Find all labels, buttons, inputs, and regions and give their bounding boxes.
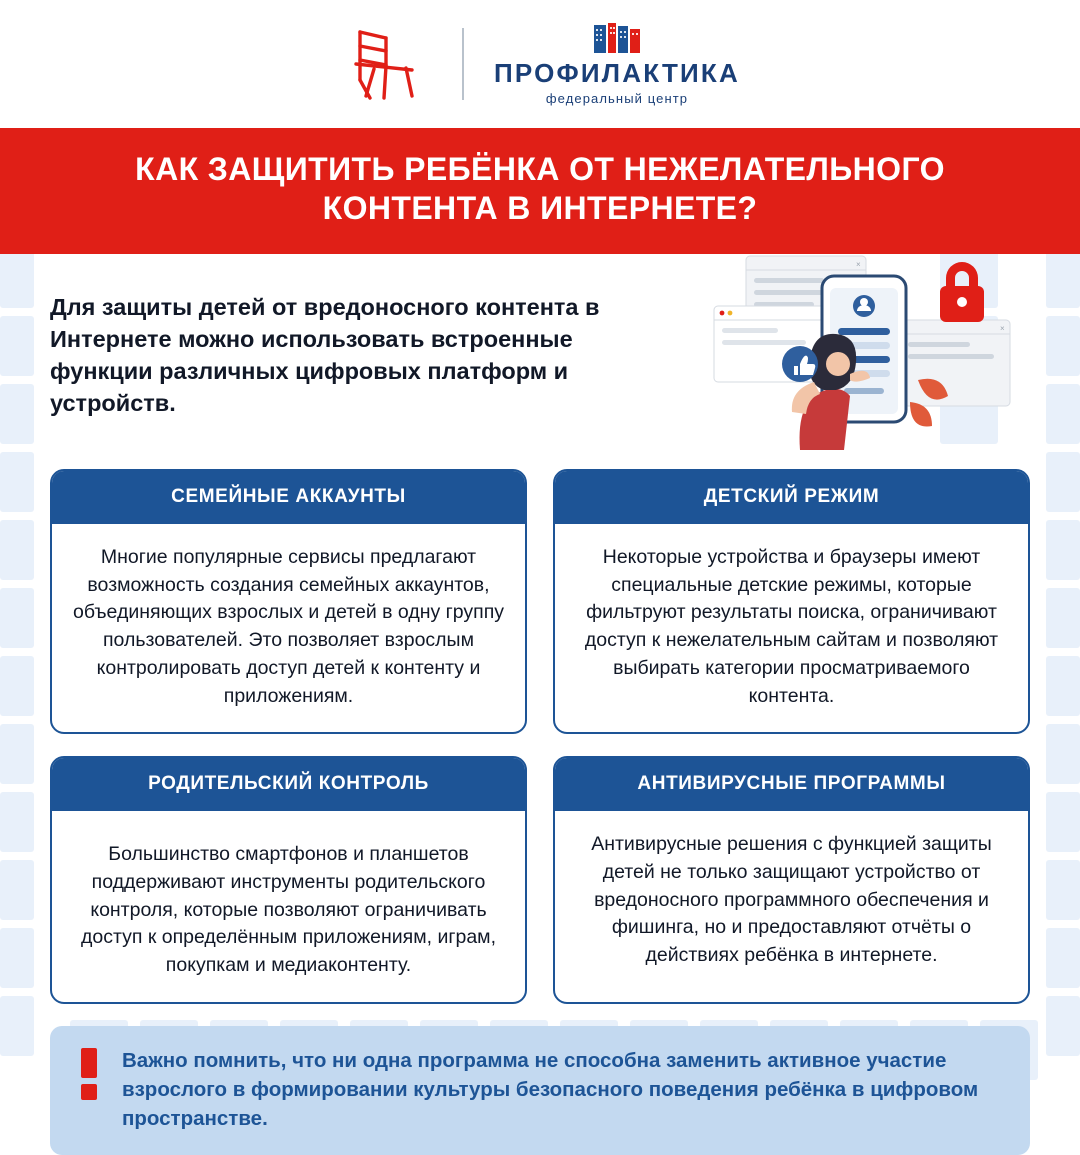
title-band	[0, 128, 1080, 254]
card-antivirus	[553, 756, 1030, 1003]
card-parental-control	[50, 756, 527, 1003]
building-grid-icon	[594, 23, 640, 53]
card-body: Антивирусные решения с функцией защиты детей не только защищают устройство от вредоносного программного обеспечения и фишинга, но и предоставляют отчёты о действиях ребёнка в интернете.	[591, 833, 992, 966]
brand-tagline: федеральный центр	[545, 90, 689, 106]
intro-row	[50, 260, 1030, 465]
brand-lockup	[494, 23, 740, 106]
note-text: Важно помнить, что ни одна программа не способна заменить активное участие взрослого в формировании культуры безопасного поведения ребёнка в цифровом пространстве.	[122, 1048, 979, 1130]
brand-name: ПРОФИЛАКТИКА	[494, 57, 740, 88]
card-kids-mode	[553, 469, 1030, 734]
person-smartphone-lock-illustration	[704, 254, 1034, 454]
exclamation-mark-icon	[76, 1046, 102, 1100]
logo-divider	[462, 28, 464, 100]
card-title: ДЕТСКИЙ РЕЖИМ	[555, 471, 1028, 524]
card-title: РОДИТЕЛЬСКИЙ КОНТРОЛЬ	[52, 758, 525, 811]
svg-text:×: ×	[1000, 324, 1005, 334]
card-title: СЕМЕЙНЫЕ АККАУНТЫ	[52, 471, 525, 524]
card-title: АНТИВИРУСНЫЕ ПРОГРАММЫ	[555, 758, 1028, 811]
main-content	[0, 254, 1080, 1155]
card-body: Большинство смартфонов и планшетов поддерживают инструменты родительского контроля, которые позволяют ограничивать доступ к определённым приложениям, играм, покупкам и медиаконтенту.	[80, 843, 497, 976]
page-title: КАК ЗАЩИТИТЬ РЕБЁНКА ОТ НЕЖЕЛАТЕЛЬНОГО КОНТЕНТА В ИНТЕРНЕТЕ?	[135, 151, 945, 227]
chair-icon	[340, 24, 432, 104]
cards-grid	[50, 469, 1030, 1004]
brand-header	[0, 0, 1080, 128]
card-family-accounts	[50, 469, 527, 734]
important-note	[50, 1026, 1030, 1155]
svg-text:×: ×	[856, 260, 861, 270]
intro-text: Для защиты детей от вредоносного контента в Интернете можно использовать встроенные функции различных цифровых платформ и устройств.	[50, 294, 600, 416]
card-body: Многие популярные сервисы предлагают возможность создания семейных аккаунтов, объединяющих взрослых и детей в одну группу пользователей. Это позволяет взрослым контролировать доступ детей к контенту и приложениям.	[73, 546, 504, 707]
card-body: Некоторые устройства и браузеры имеют специальные детские режимы, которые фильтруют результаты поиска, ограничивают доступ к нежелательным сайтам и позволяют выбирать категории просматриваемого контента.	[584, 546, 999, 707]
